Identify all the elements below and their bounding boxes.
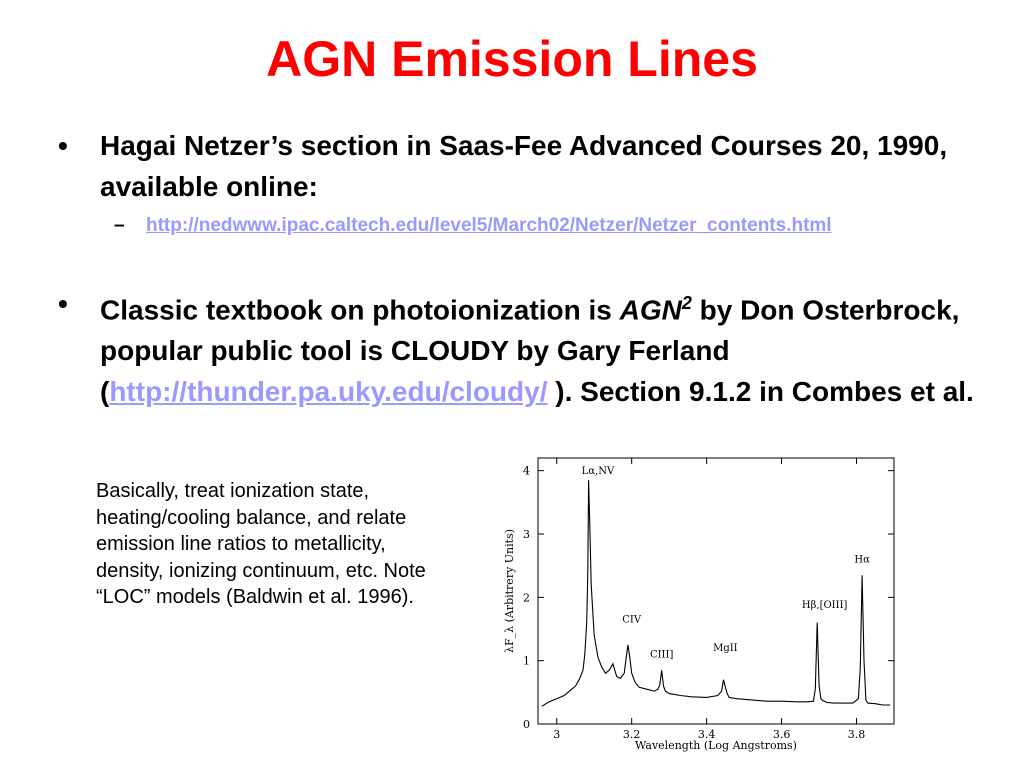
slide-title: AGN Emission Lines: [266, 31, 758, 87]
y-tick-label: 3: [523, 528, 530, 541]
bullet-netzer-text: Hagai Netzer’s section in Saas-Fee Advanced Courses 20, 1990, available online:: [100, 130, 948, 202]
y-axis-label: λF_λ (Arbitrery Units): [503, 528, 516, 654]
line-annotation: Hβ,[OIII]: [801, 600, 848, 612]
sub-bullet-netzer-link: [114, 215, 832, 237]
bullet-marker: •: [58, 130, 68, 161]
bullet-marker: •: [58, 288, 68, 319]
netzer-link[interactable]: http://nedwww.ipac.caltech.edu/level5/March02/Netzer/Netzer_contents.html: [146, 215, 832, 236]
y-tick-label: 1: [523, 654, 530, 668]
sub-bullet-marker: –: [114, 215, 125, 236]
book-superscript: 2: [681, 293, 692, 313]
line-annotation: CIII]: [649, 649, 674, 661]
y-tick-label: 0: [523, 718, 530, 731]
bullet-textbook-text-b: by Don Osterbrock, popular public tool is CLOUDY by Gary Ferland (: [100, 294, 960, 408]
bullet-textbook-text-c: ). Section 9.1.2 in Combes et al.: [547, 376, 974, 408]
x-tick-label: 3.2: [622, 728, 641, 741]
bullet-textbook-text-a: Classic textbook on photoionization is: [100, 294, 620, 326]
y-tick-label: 2: [523, 591, 530, 605]
spectrum-line: [542, 480, 891, 706]
cloudy-link[interactable]: http://thunder.pa.uky.edu/cloudy/: [109, 376, 548, 408]
line-annotations: [582, 466, 870, 661]
x-tick-label: 3.8: [847, 728, 866, 741]
y-tick-label: 4: [523, 464, 530, 478]
bullet-textbook: [58, 283, 980, 412]
bullet-netzer: [58, 125, 980, 207]
book-title: AGN: [619, 294, 682, 326]
line-annotation: MgII: [713, 643, 738, 655]
agn-spectrum-chart: [500, 452, 910, 757]
line-annotation: Lα,NV: [581, 465, 615, 477]
line-annotation: CIV: [622, 614, 642, 626]
x-axis-label: Wavelength (Log Angstroms): [635, 739, 797, 752]
note-text: Basically, treat ionization state, heating/cooling balance, and relate emission line ratios to metallicity, density, ionizing continuum, etc. Note “LOC” models (Baldwin et al. 1996).: [96, 480, 426, 608]
x-tick-label: 3.6: [772, 728, 791, 741]
line-annotation: Hα: [854, 554, 870, 566]
x-tick-label: 3: [553, 728, 561, 741]
x-tick-label: 3.4: [697, 728, 716, 741]
